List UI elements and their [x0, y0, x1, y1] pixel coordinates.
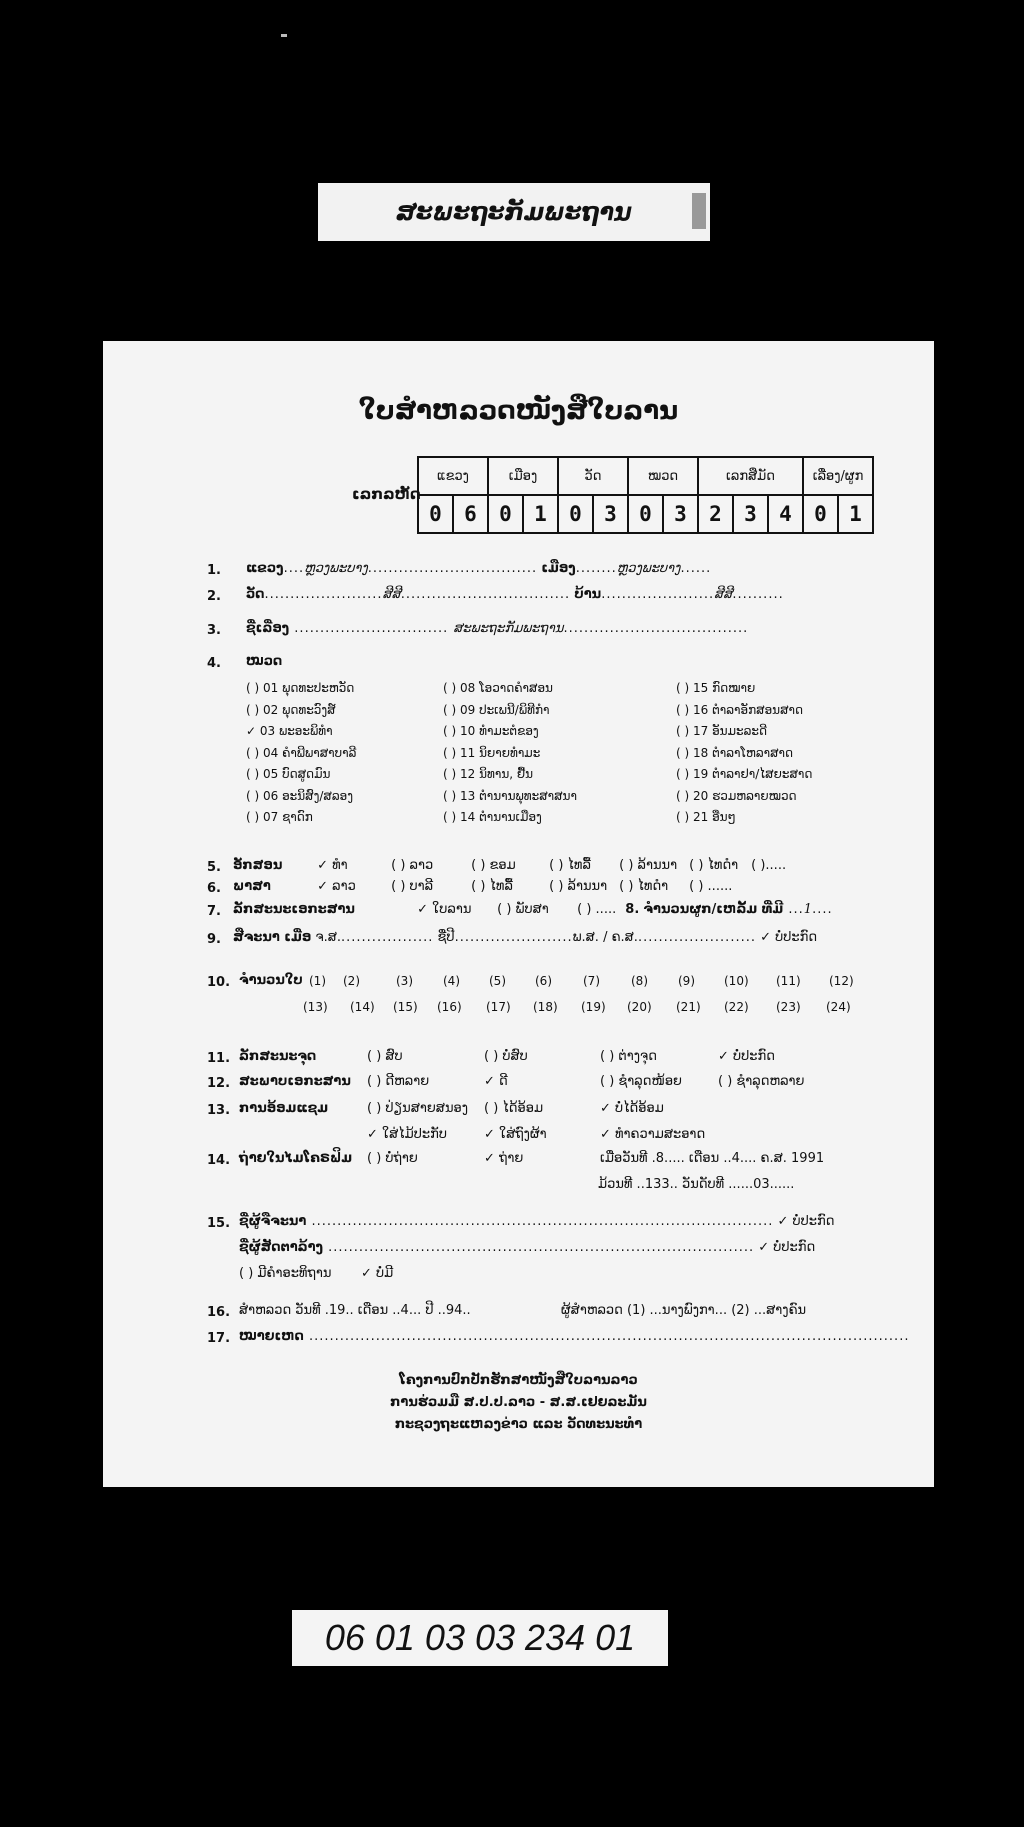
leaf-count-option[interactable]: (5): [489, 974, 506, 988]
province-label: ແຂວງ: [246, 561, 284, 576]
leaf-count-option[interactable]: (13): [303, 1000, 328, 1014]
survey-form-sheet: [103, 341, 934, 1487]
be-ce-label: ພ.ສ. / ຄ.ສ.: [572, 930, 638, 945]
option-checkbox[interactable]: ( ) ໄທລື້: [471, 879, 513, 894]
category-option[interactable]: ( ) 19 ຕໍາລາຢາ/ໄສຍະສາດ: [676, 767, 813, 781]
item-15-number: 15.: [207, 1216, 231, 1231]
code-label: ເລກລຫັດ: [352, 485, 421, 503]
item-7-row: ລັກສະນະເອກະສານ ✓ ໃບລານ ( ) ພັບສາ ( ) ..... 8. ຈຳນວນຜູກ/ເຫລັ້ມ ທີ່ມີ ...1....: [233, 902, 833, 917]
unknown-date-checkbox[interactable]: ✓ ບໍ່ປະກົດ: [760, 930, 818, 945]
code-table: [417, 456, 874, 534]
category-option[interactable]: ( ) 15 ກົດໝາຍ: [676, 681, 756, 695]
category-option[interactable]: ( ) 02 ພຸດທະວົງສ໌: [246, 702, 336, 717]
microfilm-date: ເມື່ອວັນທີ .8..... ເດືອນ ..4.... ຄ.ສ. 1991: [600, 1151, 825, 1166]
code-digit: 0: [418, 495, 453, 533]
option-checkbox[interactable]: ( ) ບໍ່ຖ່າຍ: [367, 1151, 418, 1166]
script-label: ອັກສອນ: [233, 858, 283, 873]
item-4-number: 4.: [207, 656, 221, 671]
category-option[interactable]: ( ) 01 ພຸດທະປະຫວັດ: [246, 681, 355, 695]
microfilm-roll: ມ້ວນທີ ..133.. ວັນດັບທີ ......03......: [598, 1177, 795, 1192]
category-option[interactable]: ( ) 18 ຕໍາລາໂຫລາສາດ: [676, 745, 794, 760]
item-17-number: 17.: [207, 1331, 231, 1346]
code-col-number: ເລກສືມັດ: [698, 457, 803, 495]
category-option[interactable]: ( ) 06 ອະນິສົງ/ສລອງ: [246, 788, 354, 803]
option-checkbox[interactable]: ( ).....: [751, 858, 787, 873]
footer-line: ການຮ່ວມມື ສ.ປ.ປ.ລາວ - ສ.ສ.ເຢຍລະມັນ: [390, 1395, 647, 1410]
category-option[interactable]: ( ) 09 ປະເພນີ/ພິທີກໍາ: [443, 702, 550, 717]
option-checkbox[interactable]: ✓ ຖ່າຍ: [484, 1151, 524, 1166]
item-11-number: 11.: [207, 1051, 231, 1066]
item-6-row: [233, 879, 732, 894]
leaf-count-option[interactable]: (23): [776, 1000, 801, 1014]
dust-speck: [281, 34, 287, 37]
leaf-count-option[interactable]: (2): [343, 974, 360, 988]
item-3-number: 3.: [207, 623, 221, 638]
bundle-count-value: 1: [803, 902, 813, 917]
district-value: ຫຼວງພະບາງ: [616, 561, 681, 576]
author-label: ຊື່ຜູ້ຈືຈະນາ: [239, 1214, 307, 1229]
code-digit: 0: [628, 495, 663, 533]
footer-line: ກະຊວງຖະແຫລງຂ່າວ ແລະ ວັດທະນະທຳ: [394, 1417, 643, 1432]
leaf-count-option[interactable]: (9): [678, 974, 695, 988]
option-checkbox[interactable]: ✓ ທໍາ: [317, 858, 348, 873]
option-checkbox[interactable]: ✓ ທໍາຄວາມສະອາດ: [600, 1127, 706, 1142]
author-unknown-checkbox[interactable]: ✓ ບໍ່ປະກົດ: [777, 1214, 835, 1229]
item-13-row-2: [367, 1127, 705, 1142]
item-1-number: 1.: [207, 563, 221, 578]
remarks-label: ໝາຍເຫດ: [239, 1329, 304, 1344]
category-label: ໝວດ: [246, 654, 283, 669]
leaf-count-option[interactable]: (14): [350, 1000, 375, 1014]
footer-line: ໂຄງການປົກປັກຮັກສາໜັງສືໃບລານລາວ: [399, 1373, 638, 1388]
option-checkbox[interactable]: ( ) ສົບ: [367, 1049, 403, 1064]
copyist-label: ຊື່ຜູ້ສັດຕາລ້າງ: [239, 1240, 323, 1255]
leaf-count-option[interactable]: (10): [724, 974, 749, 988]
item-15-row: ຊື່ຜູ້ຈືຈະນາ .......................................................................................... ✓ ບໍ່ປະກົດ: [239, 1214, 835, 1229]
microfilm-code-label: 06 01 03 03 234 01: [292, 1610, 668, 1666]
category-option[interactable]: ✓ 03 ພະອະພິທຳ: [246, 724, 333, 738]
surveyors: ຜູ້ສຳຫລວດ (1) ...ນາງພົງກາ... (2) ...ສາງຄົນ: [561, 1303, 807, 1318]
copyist-unknown-checkbox[interactable]: ✓ ບໍ່ປະກົດ: [758, 1240, 816, 1255]
label-corner: [692, 193, 706, 229]
code-digit: 3: [593, 495, 628, 533]
code-digit: 4: [768, 495, 803, 533]
leaf-count-option[interactable]: (6): [535, 974, 552, 988]
form-title: ໃບສຳຫລວດໜັງສືໃບລານ: [358, 396, 679, 426]
option-checkbox[interactable]: ( ) ບາລີ: [391, 879, 434, 894]
repair-label: ການອ້ອມແຊມ: [239, 1101, 329, 1116]
code-digit: 6: [453, 495, 488, 533]
code-digit: 1: [523, 495, 558, 533]
code-col-district: ເມືອງ: [488, 457, 558, 495]
code-header-row: [418, 457, 873, 495]
code-digit: 0: [803, 495, 838, 533]
footer-block: [103, 1370, 934, 1436]
leaf-count-option[interactable]: (18): [533, 1000, 558, 1014]
village-value: ສີສີ: [714, 587, 733, 602]
option-checkbox[interactable]: ✓ ລາວ: [317, 879, 356, 894]
prayer-checkbox[interactable]: ( ) ມີຄໍາອະທິຖານ: [239, 1266, 332, 1281]
item-17-row: ໝາຍເຫດ .....................................................................................................................: [239, 1329, 910, 1344]
code-col-wat: ວັດ: [558, 457, 628, 495]
leaf-count-option[interactable]: (12): [829, 974, 854, 988]
leaf-count-option[interactable]: (21): [676, 1000, 701, 1014]
category-option[interactable]: ( ) 05 ບົດສູດມົນ: [246, 767, 331, 781]
province-value: ຫຼວງພະບາງ: [304, 561, 368, 576]
code-col-category: ໝວດ: [628, 457, 698, 495]
item-7-number: 7.: [207, 904, 221, 919]
category-option[interactable]: ( ) 12 ນິທານ, ຢື້ນ: [443, 767, 533, 781]
written-date-label: ສືຈະນາ ເມື່ອ: [233, 930, 312, 945]
option-checkbox[interactable]: ( ) ໄດ້ອ້ອມ: [484, 1101, 544, 1116]
wat-label: ວັດ: [246, 587, 265, 602]
leaf-count-option[interactable]: (1): [309, 974, 326, 988]
leaf-count-option[interactable]: (3): [396, 974, 413, 988]
completeness-label: ລັກສະນະຈຸດ: [239, 1049, 317, 1064]
option-checkbox[interactable]: ✓ ໃສ່ຖົງຜ້າ: [484, 1127, 547, 1142]
code-digit: 1: [838, 495, 873, 533]
code-col-bundle: ເລື່ອງ/ຜູກ: [803, 457, 873, 495]
year-name-label: ຊື່ປີ: [437, 930, 455, 945]
option-checkbox[interactable]: ( ) ປ່ຽນສາຍສນອງ: [367, 1101, 469, 1116]
item-12-row: [239, 1074, 804, 1089]
district-label: ເມືອງ: [541, 561, 576, 576]
story-title-value: ສະພະຖະກັມພະຖານ: [453, 621, 564, 636]
option-checkbox[interactable]: ( ) ພັບສາ: [497, 902, 549, 917]
header-label-text: ສະພະຖະກັມພະຖານ: [396, 198, 632, 226]
option-checkbox[interactable]: ( ) .....: [577, 902, 617, 917]
item-13-row: [239, 1101, 664, 1116]
item-2-row: ວັດ.......................ສີສີ................................. ບ້ານ......................ສີສີ..........: [246, 587, 784, 602]
category-option[interactable]: ( ) 11 ນິຍາຍທຳມະ: [443, 745, 541, 760]
header-label: [318, 183, 710, 241]
bundle-count-label: ຈຳນວນຜູກ/ເຫລັ້ມ ທີ່ມີ: [643, 902, 784, 917]
survey-date: ສຳຫລວດ ວັນທີ .19.. ເດືອນ ..4... ປີ ..94..: [239, 1303, 471, 1318]
leaf-count-option[interactable]: (20): [627, 1000, 652, 1014]
language-label: ພາສາ: [233, 879, 271, 894]
option-checkbox[interactable]: ( ) ໄທດໍາ: [689, 858, 739, 873]
code-col-province: ແຂວງ: [418, 457, 488, 495]
item-9-row: ສືຈະນາ ເມື່ອ ຈ.ສ................... ຊື່ປີ.......................ພ.ສ. / ຄ.ສ........................ ✓ ບໍ່ປະກົດ: [233, 930, 818, 945]
category-option[interactable]: ( ) 13 ຕໍານານພຸທະສາສນາ: [443, 788, 577, 803]
option-checkbox[interactable]: ( ) ......: [689, 879, 733, 894]
item-2-number: 2.: [207, 589, 221, 604]
option-checkbox[interactable]: ( ) ລ້ານນາ: [549, 879, 608, 894]
item-5-row: [233, 858, 786, 873]
option-checkbox[interactable]: ✓ ໃບລານ: [417, 902, 472, 917]
option-checkbox[interactable]: ( ) ຊໍາລຸດຫລາຍ: [718, 1074, 805, 1089]
option-checkbox[interactable]: ( ) ຊໍາລຸດໜ້ອຍ: [600, 1074, 682, 1089]
item-14-row: [239, 1151, 824, 1166]
leaf-count-option[interactable]: (16): [437, 1000, 462, 1014]
item-13-number: 13.: [207, 1103, 231, 1118]
leaf-count-option[interactable]: (11): [776, 974, 801, 988]
category-option[interactable]: ( ) 08 ໂອວາດຄໍາສອນ: [443, 681, 553, 695]
code-digit: 2: [698, 495, 733, 533]
item-14-number: 14.: [207, 1153, 231, 1168]
item-3-row: ຊື່ເລື່ອງ .............................. ສະພະຖະກັມພະຖານ....................................: [246, 621, 749, 636]
option-checkbox[interactable]: ( ) ຂອມ: [471, 858, 516, 873]
village-label: ບ້ານ: [574, 587, 602, 602]
code-digit: 3: [663, 495, 698, 533]
leaf-count-option[interactable]: (17): [486, 1000, 511, 1014]
wat-value: ສີສີ: [382, 587, 401, 602]
leaf-count-option[interactable]: (22): [724, 1000, 749, 1014]
item-5-number: 5.: [207, 860, 221, 875]
leaf-count-label: ຈຳນວນໃບ: [239, 973, 303, 988]
cs-era-label: ຈ.ສ.: [315, 930, 342, 945]
category-option[interactable]: ( ) 16 ຕໍາລາອັກສອນສາດ: [676, 702, 804, 717]
item-9-number: 9.: [207, 932, 221, 947]
leaf-count-option[interactable]: (7): [583, 974, 600, 988]
option-checkbox[interactable]: ( ) ໄທດໍາ: [619, 879, 669, 894]
item-15-row-2: ຊື່ຜູ້ສັດຕາລ້າງ ................................................................................... ✓ ບໍ່ປະກົດ: [239, 1240, 816, 1255]
item-12-number: 12.: [207, 1076, 231, 1091]
category-option[interactable]: ( ) 04 ຄໍາພີພາສາບາລີ: [246, 745, 357, 760]
category-option[interactable]: ( ) 17 ອັນມະລະດີ: [676, 724, 767, 738]
item-10-number: 10.: [207, 975, 231, 990]
microfilm-label: ຖ່າຍໃນໄມໂຄຣຟິມ: [239, 1151, 353, 1166]
leaf-count-option[interactable]: (4): [443, 974, 460, 988]
leaf-count-option[interactable]: (19): [581, 1000, 606, 1014]
item-15-row-3: [239, 1266, 393, 1281]
category-option[interactable]: ( ) 21 ອືນໆ: [676, 810, 736, 824]
leaf-count-option[interactable]: (8): [631, 974, 648, 988]
option-checkbox[interactable]: ( ) ບໍ່ສົບ: [484, 1049, 528, 1064]
leaf-count-option[interactable]: (15): [393, 1000, 418, 1014]
story-title-label: ຊື່ເລື່ອງ: [246, 621, 290, 636]
option-checkbox[interactable]: ( ) ຕ່າງຈຸດ: [600, 1049, 657, 1064]
leaf-count-option[interactable]: (24): [826, 1000, 851, 1014]
option-checkbox[interactable]: ( ) ລາວ: [391, 858, 434, 873]
code-digit: 0: [488, 495, 523, 533]
document-type-label: ລັກສະນະເອກະສານ: [233, 902, 355, 917]
category-option[interactable]: ( ) 14 ຕໍານານເມືອງ: [443, 810, 542, 824]
category-option[interactable]: ( ) 20 ຮວມຫລາຍໝວດ: [676, 788, 797, 803]
item-8-number: 8.: [625, 902, 640, 917]
no-prayer-checkbox[interactable]: ✓ ບໍ່ມີ: [361, 1266, 394, 1281]
category-option[interactable]: ( ) 10 ທໍາມະຕໍຂອງ: [443, 724, 539, 738]
item-16-number: 16.: [207, 1305, 231, 1320]
option-checkbox[interactable]: ( ) ລ້ານນາ: [619, 858, 678, 873]
item-11-row: [239, 1049, 775, 1064]
option-checkbox[interactable]: ( ) ໄທລື້: [549, 858, 591, 873]
item-16-row: [239, 1303, 806, 1318]
option-checkbox[interactable]: ✓ ບໍ່ໄດ້ອ້ອມ: [600, 1101, 664, 1116]
code-digits-row: [418, 495, 873, 533]
category-option[interactable]: ( ) 07 ຊາດົກ: [246, 810, 313, 824]
option-checkbox[interactable]: ✓ ໃສ່ໄມ້ປະກັບ: [367, 1127, 447, 1142]
item-6-number: 6.: [207, 881, 221, 896]
option-checkbox[interactable]: ( ) ດີຫລາຍ: [367, 1074, 430, 1089]
item-1-row: ແຂວງ....ຫຼວງພະບາງ................................. ເມືອງ........ຫຼວງພະບາງ......: [246, 561, 712, 576]
option-checkbox[interactable]: ✓ ດີ: [484, 1074, 508, 1089]
option-checkbox[interactable]: ✓ ບໍ່ປະກົດ: [718, 1049, 775, 1064]
condition-label: ສະພາບເອກະສານ: [239, 1074, 351, 1089]
code-digit: 3: [733, 495, 768, 533]
code-digit: 0: [558, 495, 593, 533]
